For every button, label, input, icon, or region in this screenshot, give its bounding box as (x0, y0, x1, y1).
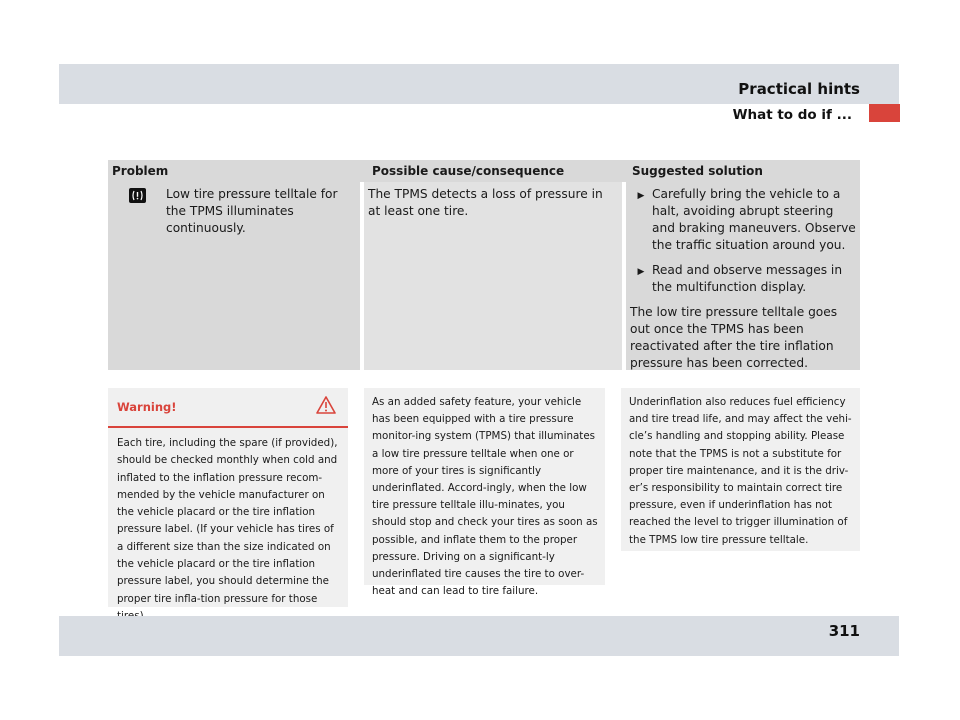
solution-note: The low tire pressure telltale goes out once the TPMS has been reactivated after the tire inflation pressure has been corrected. (630, 305, 838, 370)
warning-text: Each tire, including the spare (if provided), should be checked monthly when cold and inflated to the inflation pressure recom-mended by the vehicle manufacturer on the vehicle placard or the tire inflation pressure label. (If your vehicle has tires of a different size than the size indicated on the vehicle placard or the tire inflation pressure label, you should determine the proper tire infla-tion pressure for those (117, 437, 338, 605)
problem-text: Low tire pressure telltale for the TPMS illuminates continuously. (166, 187, 338, 235)
footer-band (59, 616, 899, 656)
cause-text: The TPMS detects a loss of pressure in at least one tire. (368, 187, 603, 218)
tire-pressure-telltale-icon (129, 188, 146, 203)
arrow-bullet-icon: ▶ (637, 191, 645, 201)
cause-cell (364, 182, 622, 370)
arrow-bullet-icon: ▶ (637, 267, 645, 277)
solution-step: ▶ Read and observe messages in the multifunction display. (630, 262, 856, 296)
subsection-title: What to do if ... (732, 107, 852, 123)
warning-header (108, 388, 348, 428)
warning-triangle-icon (316, 396, 336, 418)
chapter-tab-marker (869, 104, 900, 122)
page-number: 311 (828, 622, 860, 640)
solution-cell (626, 182, 860, 370)
problem-cell (108, 182, 360, 370)
table-header-row (108, 160, 860, 182)
column-header-problem: Problem (112, 164, 169, 178)
table-row (108, 182, 860, 370)
info-box-tpms: As an added safety feature, your vehicle has been equipped with a tire pressure monitor-ing system (TPMS) that illuminates a low tire pressure telltale when one or more of your tires is significantly underinflated. Accord-ingly, when the low tire pressure telltale illu-minates, you should stop and check your tires as soon as possible, and inflate them to the proper pressure. Driving on a significant-ly underinflated tire causes the tire to over-heat and can lead to tire failure. (364, 388, 605, 585)
solution-step: ▶ Carefully bring the vehicle to a halt, avoiding abrupt steering and braking maneuvers. Observe the traffic situation around you. (630, 186, 856, 254)
info-box-underinflation: Underinflation also reduces fuel efficiency and tire tread life, and may affect the vehi-cle’s handling and stopping ability. Please note that the TPMS is not a substitute for proper tire maintenance, and it is the driv-er’s responsibility to maintain correct tire pressure, even if underinflation has not reached the level to trigger illumination of the TPMS low tire pressure telltale. (621, 388, 860, 551)
warning-box (108, 388, 348, 607)
warning-title: Warning! (117, 400, 177, 414)
section-title: Practical hints (738, 80, 860, 98)
troubleshooting-table (108, 160, 860, 370)
column-header-cause: Possible cause/consequence (372, 164, 565, 178)
column-header-solution: Suggested solution (632, 164, 763, 178)
